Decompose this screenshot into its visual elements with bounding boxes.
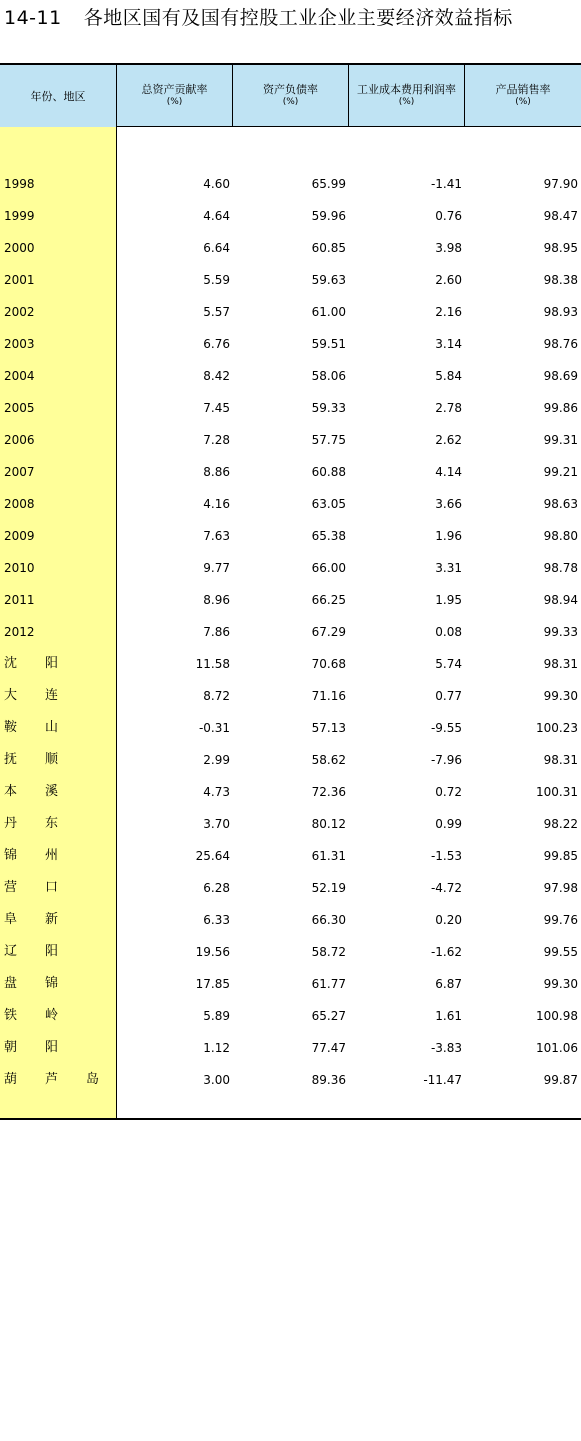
cost-profit-ratio-value: 0.77 xyxy=(435,689,462,703)
table-row xyxy=(0,739,581,771)
sales-ratio-value: 98.22 xyxy=(543,817,578,831)
sales-ratio-value: 97.90 xyxy=(543,177,578,191)
row-label: 辽阳 xyxy=(4,944,87,959)
header-asset-liability-ratio xyxy=(233,65,349,127)
asset-liability-ratio-value: 66.00 xyxy=(311,561,346,575)
sales-ratio-value: 99.86 xyxy=(543,401,578,415)
row-label: 2002 xyxy=(4,305,35,319)
cost-profit-ratio-value: 2.78 xyxy=(435,401,462,415)
table-row xyxy=(0,579,581,611)
table-row xyxy=(0,995,581,1027)
table-row xyxy=(0,675,581,707)
sales-ratio-value: 98.76 xyxy=(543,337,578,351)
sales-ratio-value: 98.95 xyxy=(543,241,578,255)
sales-ratio-value: 101.06 xyxy=(536,1041,578,1055)
asset-liability-ratio-value: 61.31 xyxy=(311,849,346,863)
cost-profit-ratio-value: 5.74 xyxy=(435,657,462,671)
sales-ratio-value: 99.31 xyxy=(543,433,578,447)
total-asset-contribution-value: 5.89 xyxy=(203,1009,230,1023)
header-sales-ratio xyxy=(465,65,581,127)
total-asset-contribution-value: 1.12 xyxy=(203,1041,230,1055)
sales-ratio-value: 97.98 xyxy=(543,881,578,895)
cost-profit-ratio-value: 2.16 xyxy=(435,305,462,319)
total-asset-contribution-value: 4.64 xyxy=(203,209,230,223)
asset-liability-ratio-value: 89.36 xyxy=(311,1073,346,1087)
total-asset-contribution-value: 6.76 xyxy=(203,337,230,351)
asset-liability-ratio-value: 65.38 xyxy=(311,529,346,543)
asset-liability-ratio-value: 66.25 xyxy=(311,593,346,607)
table-row xyxy=(0,1027,581,1059)
table-row xyxy=(0,899,581,931)
row-label: 大连 xyxy=(4,688,87,703)
cost-profit-ratio-value: -3.83 xyxy=(430,1041,462,1055)
cost-profit-ratio-value: 1.95 xyxy=(435,593,462,607)
header-unit: (%) xyxy=(398,97,415,107)
row-label: 本溪 xyxy=(4,784,87,799)
asset-liability-ratio-value: 59.63 xyxy=(311,273,346,287)
asset-liability-ratio-value: 65.99 xyxy=(311,177,346,191)
cost-profit-ratio-value: 3.98 xyxy=(435,241,462,255)
total-asset-contribution-value: 8.42 xyxy=(203,369,230,383)
table-rows xyxy=(0,163,581,1091)
sales-ratio-value: 99.33 xyxy=(543,625,578,639)
row-label: 1999 xyxy=(4,209,35,223)
asset-liability-ratio-value: 58.62 xyxy=(311,753,346,767)
table-row xyxy=(0,355,581,387)
asset-liability-ratio-value: 59.51 xyxy=(311,337,346,351)
header-label: 资产负债率 xyxy=(263,83,318,96)
table-row xyxy=(0,707,581,739)
asset-liability-ratio-value: 59.33 xyxy=(311,401,346,415)
cost-profit-ratio-value: 1.96 xyxy=(435,529,462,543)
cost-profit-ratio-value: -1.62 xyxy=(430,945,462,959)
total-asset-contribution-value: 4.16 xyxy=(203,497,230,511)
row-label: 2010 xyxy=(4,561,35,575)
total-asset-contribution-value: 5.57 xyxy=(203,305,230,319)
cost-profit-ratio-value: -11.47 xyxy=(423,1073,462,1087)
cost-profit-ratio-value: 1.61 xyxy=(435,1009,462,1023)
table-row xyxy=(0,259,581,291)
cost-profit-ratio-value: 3.66 xyxy=(435,497,462,511)
total-asset-contribution-value: 3.00 xyxy=(203,1073,230,1087)
table-row xyxy=(0,163,581,195)
table-row xyxy=(0,195,581,227)
table-row xyxy=(0,227,581,259)
table-row xyxy=(0,483,581,515)
table-row xyxy=(0,419,581,451)
table-body xyxy=(0,127,581,1120)
row-label: 葫芦岛 xyxy=(4,1072,128,1087)
asset-liability-ratio-value: 72.36 xyxy=(311,785,346,799)
total-asset-contribution-value: 3.70 xyxy=(203,817,230,831)
cost-profit-ratio-value: 0.20 xyxy=(435,913,462,927)
total-asset-contribution-value: 6.28 xyxy=(203,881,230,895)
table-row xyxy=(0,643,581,675)
asset-liability-ratio-value: 70.68 xyxy=(311,657,346,671)
sales-ratio-value: 99.76 xyxy=(543,913,578,927)
cost-profit-ratio-value: 0.76 xyxy=(435,209,462,223)
row-label: 抚顺 xyxy=(4,752,87,767)
sales-ratio-value: 98.93 xyxy=(543,305,578,319)
total-asset-contribution-value: 4.73 xyxy=(203,785,230,799)
asset-liability-ratio-value: 66.30 xyxy=(311,913,346,927)
table-row xyxy=(0,451,581,483)
sales-ratio-value: 98.31 xyxy=(543,753,578,767)
sales-ratio-value: 99.30 xyxy=(543,977,578,991)
header-label: 工业成本费用利润率 xyxy=(357,83,456,96)
table-row xyxy=(0,835,581,867)
asset-liability-ratio-value: 80.12 xyxy=(311,817,346,831)
sales-ratio-value: 98.94 xyxy=(543,593,578,607)
asset-liability-ratio-value: 60.88 xyxy=(311,465,346,479)
sales-ratio-value: 100.23 xyxy=(536,721,578,735)
asset-liability-ratio-value: 67.29 xyxy=(311,625,346,639)
asset-liability-ratio-value: 60.85 xyxy=(311,241,346,255)
asset-liability-ratio-value: 77.47 xyxy=(311,1041,346,1055)
row-label: 鞍山 xyxy=(4,720,87,735)
total-asset-contribution-value: 17.85 xyxy=(195,977,230,991)
row-label: 铁岭 xyxy=(4,1008,87,1023)
cost-profit-ratio-value: -1.53 xyxy=(430,849,462,863)
total-asset-contribution-value: 2.99 xyxy=(203,753,230,767)
cost-profit-ratio-value: -1.41 xyxy=(430,177,462,191)
row-label: 2006 xyxy=(4,433,35,447)
asset-liability-ratio-value: 57.75 xyxy=(311,433,346,447)
cost-profit-ratio-value: 6.87 xyxy=(435,977,462,991)
asset-liability-ratio-value: 63.05 xyxy=(311,497,346,511)
total-asset-contribution-value: 8.96 xyxy=(203,593,230,607)
table-row xyxy=(0,291,581,323)
row-label: 丹东 xyxy=(4,816,87,831)
table-row xyxy=(0,867,581,899)
asset-liability-ratio-value: 57.13 xyxy=(311,721,346,735)
total-asset-contribution-value: -0.31 xyxy=(198,721,230,735)
cost-profit-ratio-value: -7.96 xyxy=(430,753,462,767)
sales-ratio-value: 100.31 xyxy=(536,785,578,799)
total-asset-contribution-value: 11.58 xyxy=(195,657,230,671)
total-asset-contribution-value: 7.63 xyxy=(203,529,230,543)
total-asset-contribution-value: 25.64 xyxy=(195,849,230,863)
total-asset-contribution-value: 7.28 xyxy=(203,433,230,447)
sales-ratio-value: 98.38 xyxy=(543,273,578,287)
table-row xyxy=(0,931,581,963)
row-label: 2001 xyxy=(4,273,35,287)
row-label: 营口 xyxy=(4,880,87,895)
header-unit: (%) xyxy=(282,97,299,107)
sales-ratio-value: 98.47 xyxy=(543,209,578,223)
row-label: 锦州 xyxy=(4,848,87,863)
table-row xyxy=(0,611,581,643)
sales-ratio-value: 100.98 xyxy=(536,1009,578,1023)
table-number: 14-11 xyxy=(4,7,62,29)
table-title: 各地区国有及国有控股工业企业主要经济效益指标 xyxy=(83,7,513,29)
total-asset-contribution-value: 6.33 xyxy=(203,913,230,927)
row-label: 2008 xyxy=(4,497,35,511)
sales-ratio-value: 99.87 xyxy=(543,1073,578,1087)
row-label: 2007 xyxy=(4,465,35,479)
sales-ratio-value: 99.85 xyxy=(543,849,578,863)
cost-profit-ratio-value: 3.31 xyxy=(435,561,462,575)
row-label: 2004 xyxy=(4,369,35,383)
total-asset-contribution-value: 8.72 xyxy=(203,689,230,703)
total-asset-contribution-value: 7.86 xyxy=(203,625,230,639)
sales-ratio-value: 98.80 xyxy=(543,529,578,543)
table-row xyxy=(0,323,581,355)
asset-liability-ratio-value: 52.19 xyxy=(311,881,346,895)
table-row xyxy=(0,387,581,419)
row-label: 2011 xyxy=(4,593,35,607)
header-year-region xyxy=(0,65,117,127)
asset-liability-ratio-value: 58.72 xyxy=(311,945,346,959)
total-asset-contribution-value: 4.60 xyxy=(203,177,230,191)
asset-liability-ratio-value: 61.77 xyxy=(311,977,346,991)
row-label: 2012 xyxy=(4,625,35,639)
asset-liability-ratio-value: 58.06 xyxy=(311,369,346,383)
sales-ratio-value: 98.63 xyxy=(543,497,578,511)
row-label: 盘锦 xyxy=(4,976,87,991)
total-asset-contribution-value: 7.45 xyxy=(203,401,230,415)
row-label: 2003 xyxy=(4,337,35,351)
cost-profit-ratio-value: 2.60 xyxy=(435,273,462,287)
total-asset-contribution-value: 5.59 xyxy=(203,273,230,287)
row-label: 2009 xyxy=(4,529,35,543)
asset-liability-ratio-value: 65.27 xyxy=(311,1009,346,1023)
cost-profit-ratio-value: 0.08 xyxy=(435,625,462,639)
page-title xyxy=(4,6,513,30)
row-label: 2000 xyxy=(4,241,35,255)
row-label: 2005 xyxy=(4,401,35,415)
cost-profit-ratio-value: 3.14 xyxy=(435,337,462,351)
table-row xyxy=(0,1059,581,1091)
asset-liability-ratio-value: 61.00 xyxy=(311,305,346,319)
header-unit: (%) xyxy=(515,97,531,107)
header-unit: (%) xyxy=(166,97,183,107)
header-total-asset-contribution xyxy=(117,65,233,127)
table-row xyxy=(0,963,581,995)
sales-ratio-value: 98.69 xyxy=(543,369,578,383)
table-row xyxy=(0,515,581,547)
row-label: 沈阳 xyxy=(4,656,87,671)
sales-ratio-value: 98.78 xyxy=(543,561,578,575)
asset-liability-ratio-value: 59.96 xyxy=(311,209,346,223)
cost-profit-ratio-value: 5.84 xyxy=(435,369,462,383)
header-label: 产品销售率 xyxy=(495,83,551,96)
table-header xyxy=(0,63,581,127)
cost-profit-ratio-value: -9.55 xyxy=(430,721,462,735)
header-label: 总资产贡献率 xyxy=(141,83,208,96)
sales-ratio-value: 99.30 xyxy=(543,689,578,703)
header-label: 年份、地区 xyxy=(30,89,86,103)
row-label: 朝阳 xyxy=(4,1040,87,1055)
table-row xyxy=(0,803,581,835)
total-asset-contribution-value: 19.56 xyxy=(195,945,230,959)
sales-ratio-value: 99.21 xyxy=(543,465,578,479)
sales-ratio-value: 98.31 xyxy=(543,657,578,671)
cost-profit-ratio-value: 4.14 xyxy=(435,465,462,479)
cost-profit-ratio-value: 0.99 xyxy=(435,817,462,831)
table-row xyxy=(0,771,581,803)
total-asset-contribution-value: 6.64 xyxy=(203,241,230,255)
sales-ratio-value: 99.55 xyxy=(543,945,578,959)
cost-profit-ratio-value: 2.62 xyxy=(435,433,462,447)
row-label: 1998 xyxy=(4,177,35,191)
row-label: 阜新 xyxy=(4,912,87,927)
total-asset-contribution-value: 9.77 xyxy=(203,561,230,575)
header-cost-profit-ratio xyxy=(349,65,465,127)
table-row xyxy=(0,547,581,579)
asset-liability-ratio-value: 71.16 xyxy=(311,689,346,703)
cost-profit-ratio-value: 0.72 xyxy=(435,785,462,799)
cost-profit-ratio-value: -4.72 xyxy=(430,881,462,895)
total-asset-contribution-value: 8.86 xyxy=(203,465,230,479)
